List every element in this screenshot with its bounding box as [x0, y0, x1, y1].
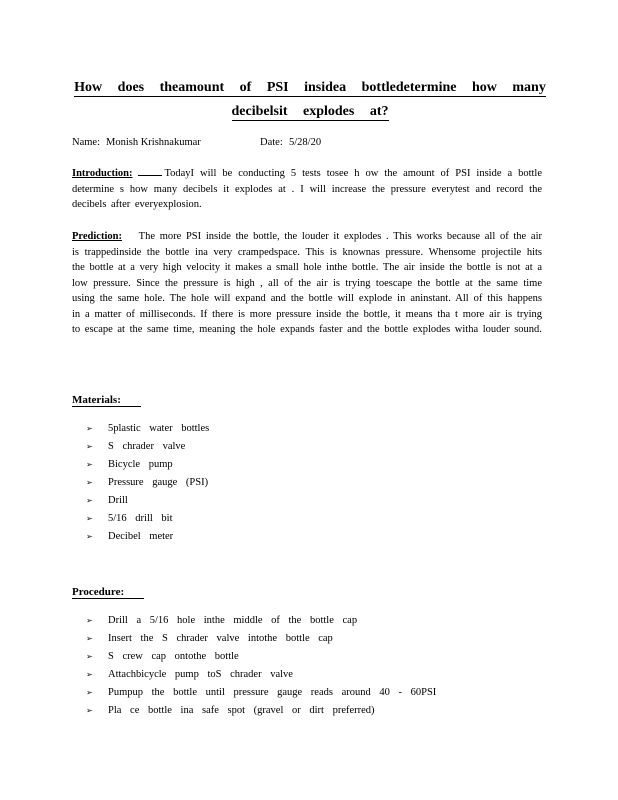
list-item: ➢ Attachbicycle pump toS chrader valve — [86, 666, 436, 684]
list-item: ➢ Drill a 5/16 hole inthe middle of the bottle cap — [86, 612, 436, 630]
arrow-bullet-icon: ➢ — [86, 496, 93, 505]
list-item: ➢ Decibel meter — [86, 528, 209, 546]
list-item: ➢ S crew cap ontothe bottle — [86, 648, 436, 666]
arrow-bullet-icon: ➢ — [86, 478, 93, 487]
list-item: ➢ Insert the S chrader valve intothe bottle cap — [86, 630, 436, 648]
title-line-1 — [60, 76, 560, 100]
list-item: ➢ 5plastic water bottles — [86, 420, 209, 438]
introduction-text: TodayI will be conducting 5 tests tosee h ow the amount of PSI inside a bottle determine s how many decibels it explodes at . I will increase the pressure everytest and record the decibels after everyexplosion. — [72, 168, 543, 210]
title-text-1: How does theamount of PSI insidea bottledetermine how many — [74, 80, 546, 95]
arrow-bullet-icon: ➢ — [86, 652, 93, 661]
list-item: ➢ 5/16 drill bit — [86, 510, 209, 528]
arrow-bullet-icon: ➢ — [86, 616, 93, 625]
list-item: ➢ Pressure gauge (PSI) — [86, 474, 209, 492]
procedure-list — [86, 612, 436, 720]
arrow-bullet-icon: ➢ — [86, 688, 93, 697]
list-item: ➢ S chrader valve — [86, 438, 209, 456]
prediction-text: The more PSI inside the bottle, the louder it explodes . This works because all of the air is trappedinside the bottle ina very crampedspace. This is knownas pressure. Whensome projectile hits the bottle at a very high velocity it makes a small hole inthe bottle. The air inside the bottle is not at a low pressure. Since the pressure is high , all of the air is trying toescape the bottle at the same time using the same hole. The hole will expand and the bottle will explode in aninstant. All of this happens in a matter of milliseconds. If there is more pressure inside the bottle, it means tha t more air is trying to escape at the same time, meaning the hole expands faster and the bottle explodes witha louder sound. — [72, 231, 542, 335]
arrow-bullet-icon: ➢ — [86, 514, 93, 523]
list-item: ➢ Pla ce bottle ina safe spot (gravel or dirt preferred) — [86, 702, 436, 720]
arrow-bullet-icon: ➢ — [86, 460, 93, 469]
arrow-bullet-icon: ➢ — [86, 634, 93, 643]
materials-list — [86, 420, 209, 546]
prediction-heading: Prediction: — [72, 231, 122, 242]
arrow-bullet-icon: ➢ — [86, 670, 93, 679]
arrow-bullet-icon: ➢ — [86, 532, 93, 541]
name-label: Name: — [72, 137, 100, 148]
intro-underline-gap — [138, 165, 162, 176]
arrow-bullet-icon: ➢ — [86, 424, 93, 433]
list-item: ➢ Bicycle pump — [86, 456, 209, 474]
materials-heading: Materials: — [72, 394, 141, 407]
title-text-2: decibelsit explodes at? — [231, 104, 389, 119]
arrow-bullet-icon: ➢ — [86, 442, 93, 451]
date-label: Date: — [260, 137, 283, 148]
date-value: 5/28/20 — [289, 137, 322, 148]
prediction-paragraph — [72, 229, 542, 338]
list-item: ➢ Drill — [86, 492, 209, 510]
introduction-paragraph — [72, 165, 542, 213]
title-line-2 — [60, 100, 560, 124]
arrow-bullet-icon: ➢ — [86, 706, 93, 715]
list-item: ➢ Pumpup the bottle until pressure gauge reads around 40 - 60PSI — [86, 684, 436, 702]
procedure-heading: Procedure: — [72, 586, 144, 599]
introduction-heading: Introduction: — [72, 168, 133, 179]
name-value: Monish Krishnakumar — [106, 137, 201, 148]
